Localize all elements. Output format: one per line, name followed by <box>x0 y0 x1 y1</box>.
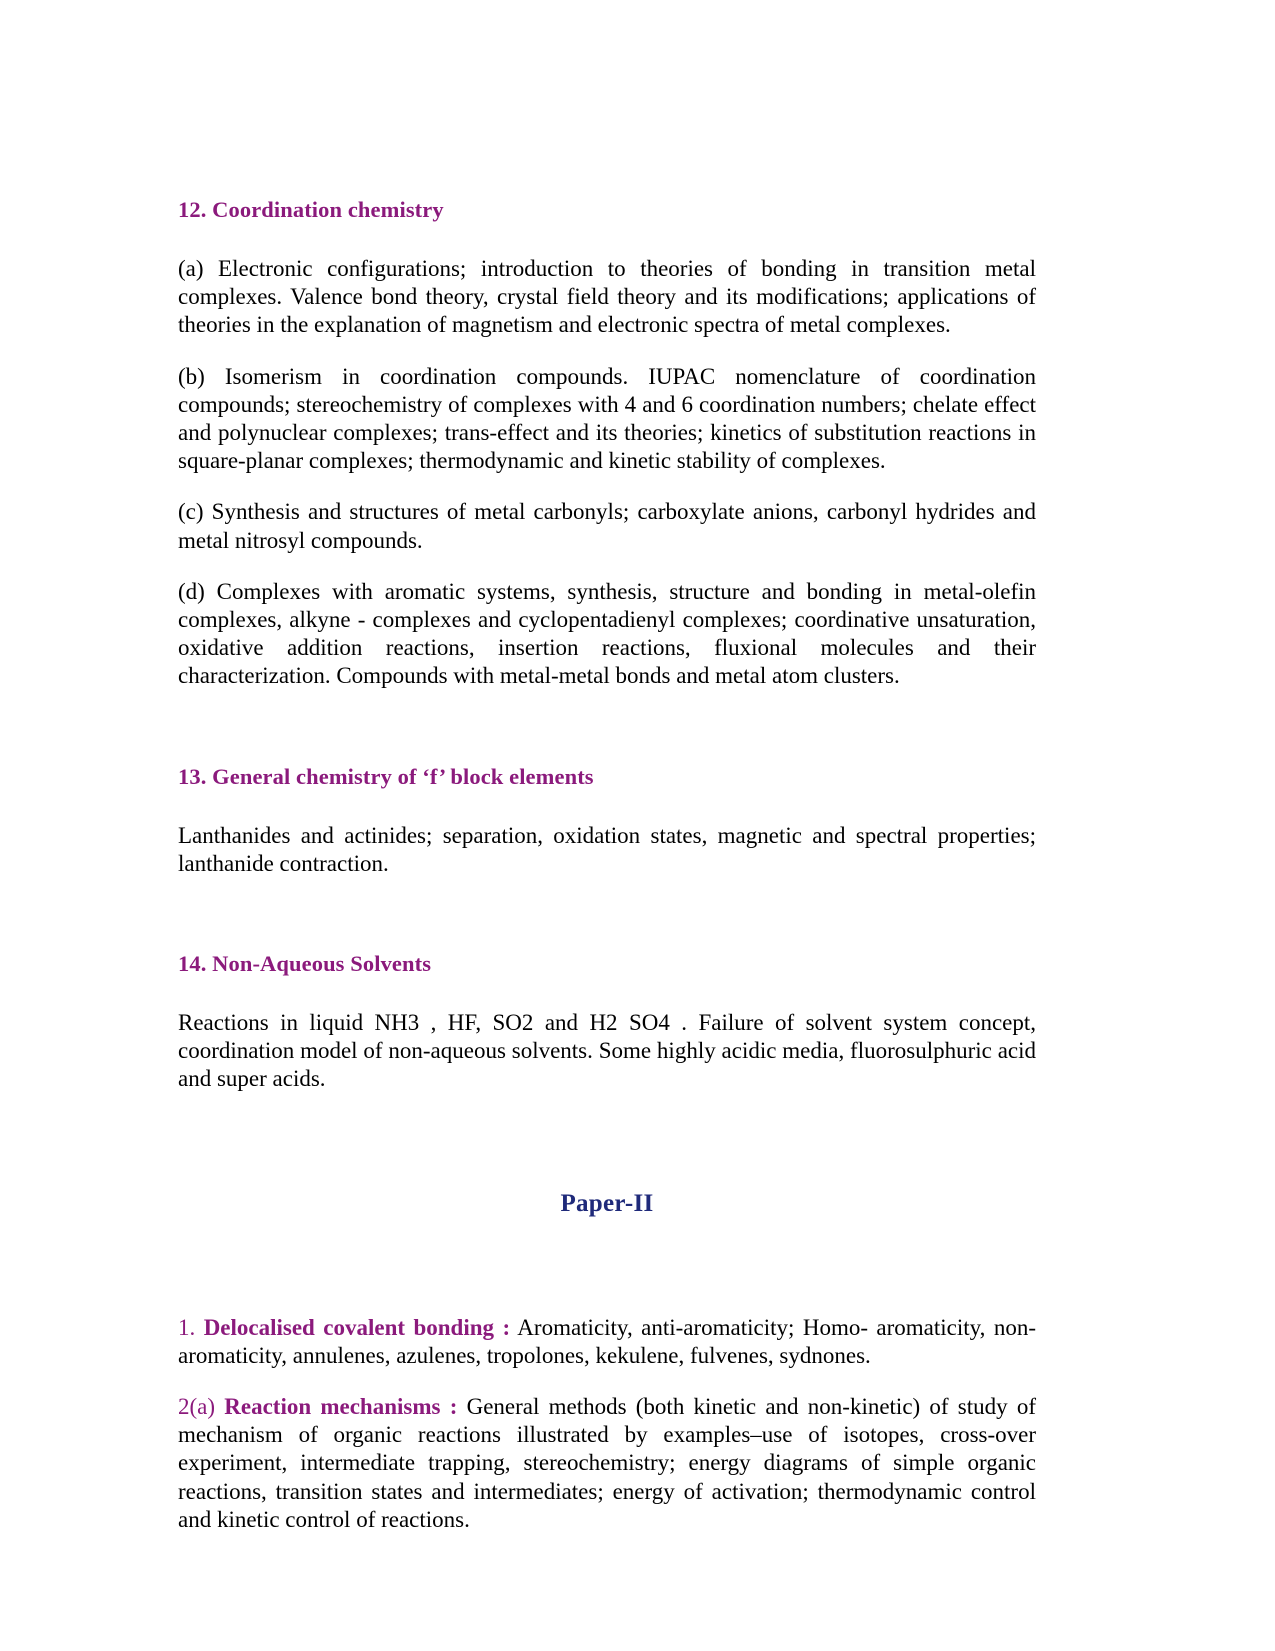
topic-1-number: 1. <box>178 1314 196 1340</box>
spacer <box>178 475 1036 498</box>
spacer <box>178 790 1036 822</box>
section-12-paragraph-c: (c) Synthesis and structures of metal carbonyls; carboxylate anions, carbonyl hydrides and metal nitrosyl compounds. <box>178 499 1036 553</box>
topic-2a-body: General methods (both kinetic and non-kinetic) of study of mechanism of organic reactions illustrated by examples–use of isotopes, cross-over experiment, intermediate trapping, stereochemistry; energy diagrams of simple organic reactions, transition states and intermediates; energy of activation; thermodynamic control and kinetic control of reactions. <box>178 1394 1037 1532</box>
spacer <box>178 1094 1036 1190</box>
topic-1-body: Aromaticity, anti-aromaticity; Homo- aromaticity, non-aromaticity, annulenes, azulenes, tropolones, kekulene, fulvenes, sydnones. <box>178 1314 1037 1368</box>
spacer <box>178 223 1036 255</box>
section-12-paragraph-d: (d) Complexes with aromatic systems, synthesis, structure and bonding in metal-olefin complexes, alkyne - complexes and cyclopentadienyl complexes; coordinative unsaturation, oxidative addition reactions, insertion reactions, fluxional molecules and their characterization. Compounds with metal-metal bonds and metal atom clusters. <box>178 578 1036 689</box>
section-12-paragraph-b: (b) Isomerism in coordination compounds. IUPAC nomenclature of coordination compounds; stereochemistry of complexes with 4 and 6 coordination numbers; chelate effect and polynuclear complexes; trans-effect and its theories; kinetics of substitution reactions in square-planar complexes; thermodynamic and kinetic stability of complexes. <box>178 363 1036 474</box>
spacer <box>178 340 1036 363</box>
spacer <box>178 691 1036 763</box>
section-heading-13: 13. General chemistry of ‘f’ block elements <box>178 763 594 789</box>
section-13-paragraph: Lanthanides and actinides; separation, oxidation states, magnetic and spectral properties; lanthanide contraction. <box>178 822 1036 876</box>
page-content <box>178 196 1036 1534</box>
section-14-paragraph: Reactions in liquid NH3 , HF, SO2 and H2 SO4 . Failure of solvent system concept, coordination model of non-aqueous solvents. Some highly acidic media, fluorosulphuric acid and super acids. <box>178 1010 1036 1092</box>
spacer <box>178 1218 1036 1314</box>
topic-2a-number: 2(a) <box>178 1394 216 1420</box>
topic-2a-label: Reaction mechanisms : <box>224 1394 458 1420</box>
spacer <box>178 878 1036 950</box>
spacer <box>178 977 1036 1009</box>
topic-entry-2a <box>178 1393 1036 1534</box>
spacer <box>178 555 1036 578</box>
topic-1-label: Delocalised covalent bonding : <box>203 1314 511 1340</box>
topic-entry-1 <box>178 1314 1036 1370</box>
paper-title: Paper-II <box>560 1189 654 1217</box>
section-heading-12: 12. Coordination chemistry <box>178 197 444 222</box>
section-12-paragraph-a: (a) Electronic configurations; introduction to theories of bonding in transition metal complexes. Valence bond theory, crystal field theory and its modifications; applications of theories in the explanation of magnetism and electronic spectra of metal complexes. <box>178 256 1036 338</box>
spacer <box>178 1370 1036 1393</box>
section-heading-14: 14. Non-Aqueous Solvents <box>178 951 432 977</box>
